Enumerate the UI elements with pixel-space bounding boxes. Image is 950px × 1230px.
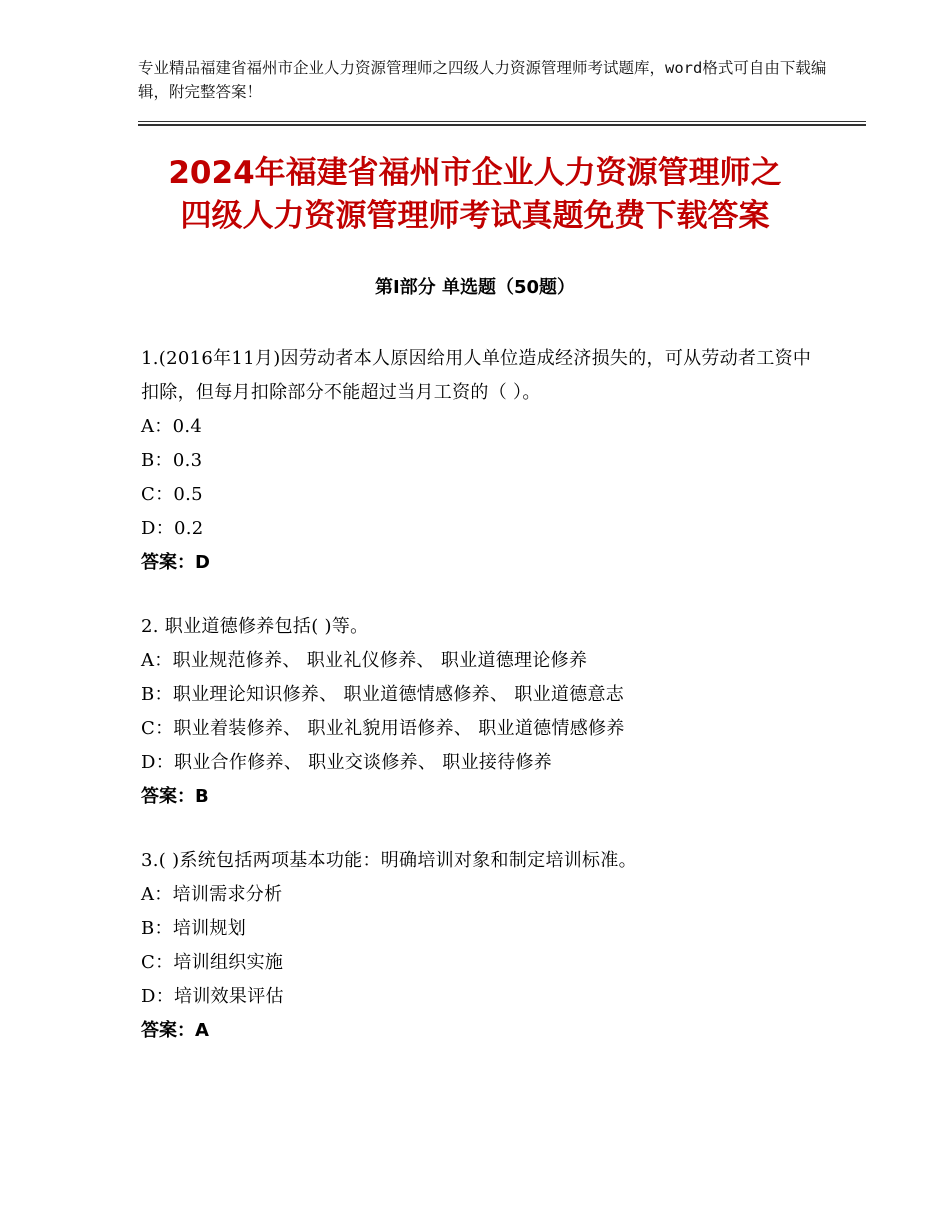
question-3 (141, 844, 821, 1048)
option-a: A：0.4 (141, 416, 203, 437)
document-title-line-2: 四级人力资源管理师考试真题免费下载答案 (180, 198, 770, 234)
option-d: D：0.2 (141, 518, 204, 539)
question-list (141, 342, 821, 1078)
option-b: B：培训规划 (141, 918, 247, 939)
document-title-line-1: 2024年福建省福州市企业人力资源管理师之 (168, 155, 782, 191)
question-2 (141, 610, 821, 814)
option-b: B：职业理论知识修养、 职业道德情感修养、 职业道德意志 (141, 684, 625, 705)
answer-key: 答案：B (141, 786, 209, 807)
header-note: 专业精品福建省福州市企业人力资源管理师之四级人力资源管理师考试题库，word格式可自由下载编辑，附完整答案！ (138, 59, 827, 101)
question-stem: 1.(2016年11月)因劳动者本人原因给用人单位造成经济损失的，可从劳动者工资中扣除，但每月扣除部分不能超过当月工资的（ ）。 (141, 348, 812, 403)
option-c: C：职业着装修养、 职业礼貌用语修养、 职业道德情感修养 (141, 718, 625, 739)
option-d: D：职业合作修养、 职业交谈修养、 职业接待修养 (141, 752, 553, 773)
header-divider (138, 121, 866, 126)
option-c: C：培训组织实施 (141, 952, 284, 973)
question-stem: 3.( )系统包括两项基本功能：明确培训对象和制定培训标准。 (141, 850, 637, 871)
document-title (0, 152, 950, 238)
answer-key: 答案：D (141, 552, 210, 573)
section-heading: 第Ⅰ部分 单选题（50题） (374, 277, 575, 298)
question-1 (141, 342, 821, 580)
option-c: C：0.5 (141, 484, 203, 505)
option-a: A：职业规范修养、 职业礼仪修养、 职业道德理论修养 (141, 650, 588, 671)
option-d: D：培训效果评估 (141, 986, 284, 1007)
question-stem: 2. 职业道德修养包括( )等。 (141, 616, 369, 637)
option-a: A：培训需求分析 (141, 884, 283, 905)
option-b: B：0.3 (141, 450, 203, 471)
answer-key: 答案：A (141, 1020, 209, 1041)
